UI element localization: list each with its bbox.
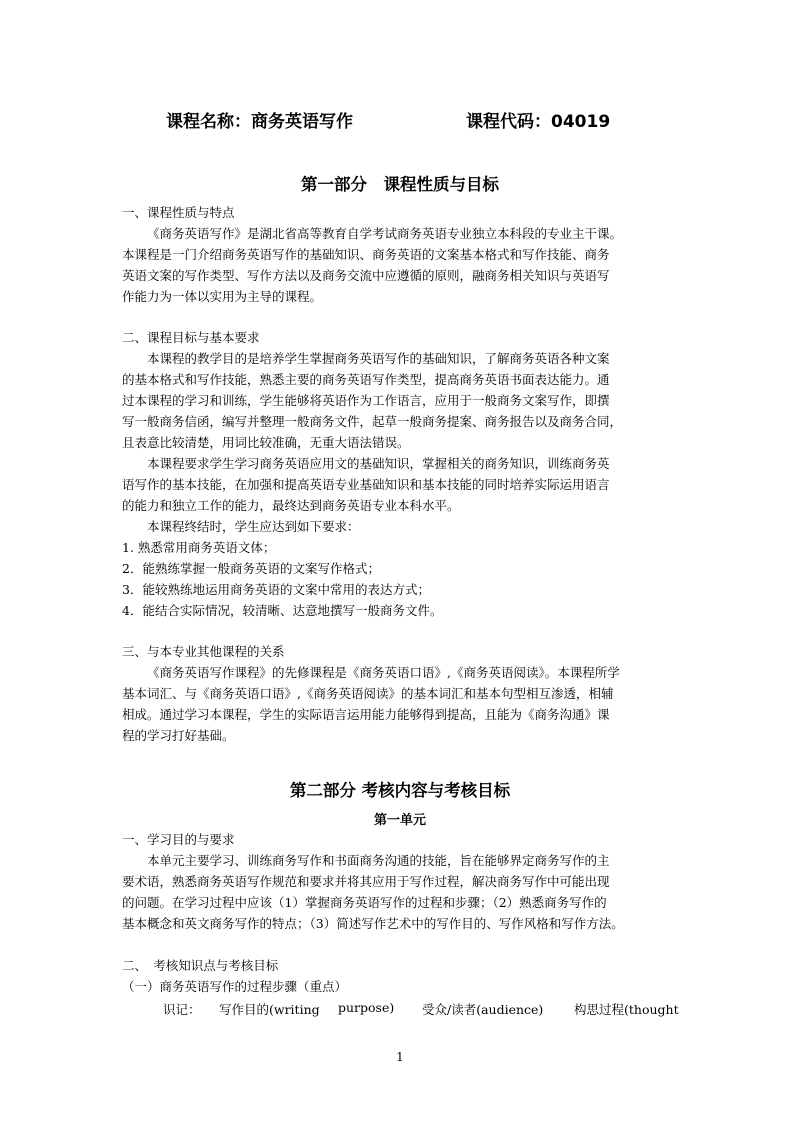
requirement-item: 4．能结合实际情况，较清晰、达意地撰写一般商务文件。: [122, 603, 443, 618]
course-code: 课程代码：04019: [466, 112, 611, 132]
part2-title: 第二部分 考核内容与考核目标: [289, 781, 511, 800]
paragraph-line: 基本词汇、与《商务英语口语》,《商务英语阅读》的基本词汇和基本句型相互渗透，相辅: [122, 686, 614, 701]
paragraph-line: 的能力和独立工作的能力，最终达到商务英语专业本科水平。: [122, 498, 460, 513]
subsection-heading: （一）商务英语写作的过程步骤（重点）: [122, 979, 348, 994]
paragraph-line: 且表意比较清楚，用词比较准确，无重大语法错误。: [122, 435, 410, 450]
paragraph-line: 写一般商务信函，编写并整理一般商务文件，起草一般商务提案、商务报告以及商务合同，: [122, 414, 623, 429]
paragraph-line: 《商务英语写作课程》的先修课程是《商务英语口语》,《商务英语阅读》。本课程所学: [147, 665, 620, 680]
part1-title: 第一部分 课程性质与目标: [301, 175, 499, 194]
requirement-item: 3．能较熟练地运用商务英语的文案中常用的表达方式；: [122, 582, 430, 597]
paragraph-line: 过本课程的学习和训练，学生能够将英语作为工作语言，应用于一般商务文案写作，即撰: [122, 393, 610, 408]
paragraph-line: 语写作的基本技能，在加强和提高英语专业基础知识和基本技能的同时培养实际运用语言: [122, 477, 610, 492]
paragraph-line: 基本概念和英文商务写作的特点；（3）简述写作艺术中的写作目的、写作风格和写作方法。: [122, 916, 624, 931]
paragraph-line: 本课程的教学目的是培养学生掌握商务英语写作的基础知识，了解商务英语各种文案: [147, 351, 610, 366]
paragraph-line: 本单元主要学习、训练商务写作和书面商务沟通的技能，旨在能够界定商务写作的主: [147, 853, 610, 868]
section-heading: 一、学习目的与要求: [122, 832, 235, 847]
paragraph-line: 作能力为一体以实用为主导的课程。: [122, 289, 323, 304]
paragraph-line: 要术语，熟悉商务英语写作规范和要求并将其应用于写作过程，解决商务写作中可能出现: [122, 874, 610, 889]
paragraph-line: 的问题。在学习过程中应该（1）掌握商务英语写作的过程和步骤；（2）熟悉商务写作的: [122, 895, 607, 910]
memo-label: 识记：: [163, 1002, 201, 1017]
memo-term: 写作目的(writing: [219, 1002, 320, 1017]
paragraph-line: 英语文案的写作类型、写作方法以及商务交流中应遵循的原则，融商务相关知识与英语写: [122, 268, 610, 283]
section-heading: 二、课程目标与基本要求: [122, 330, 260, 345]
page-number: 1: [396, 1050, 404, 1064]
paragraph-line: 相成。通过学习本课程，学生的实际语言运用能力能够得到提高，且能为《商务沟通》课: [122, 707, 610, 722]
requirement-item: 2．能熟练掌握一般商务英语的文案写作格式；: [122, 561, 380, 576]
section-heading: 二、 考核知识点与考核目标: [122, 958, 279, 973]
requirement-item: 1. 熟悉常用商务英语文体；: [122, 540, 276, 555]
paragraph-line: 的基本格式和写作技能，熟悉主要的商务英语写作类型，提高商务英语书面表达能力。通: [122, 372, 610, 387]
paragraph-line: 本课程终结时，学生应达到如下要求：: [147, 519, 360, 534]
memo-term: purpose): [338, 1000, 395, 1015]
section-heading: 一、课程性质与特点: [122, 205, 235, 220]
section-heading: 三、与本专业其他课程的关系: [122, 644, 285, 659]
memo-term: 受众/读者(audience): [422, 1002, 544, 1017]
unit-title: 第一单元: [373, 813, 426, 828]
paragraph-line: 《商务英语写作》是湖北省高等教育自学考试商务英语专业独立本科段的专业主干课。: [147, 226, 623, 241]
memo-term: 构思过程(thought: [574, 1002, 679, 1017]
paragraph-line: 程的学习打好基础。: [122, 728, 235, 743]
paragraph-line: 本课程是一门介绍商务英语写作的基础知识、商务英语的文案基本格式和写作技能、商务: [122, 247, 610, 262]
course-name: 课程名称：商务英语写作: [166, 112, 353, 132]
paragraph-line: 本课程要求学生学习商务英语应用文的基础知识，掌握相关的商务知识，训练商务英: [147, 456, 610, 471]
